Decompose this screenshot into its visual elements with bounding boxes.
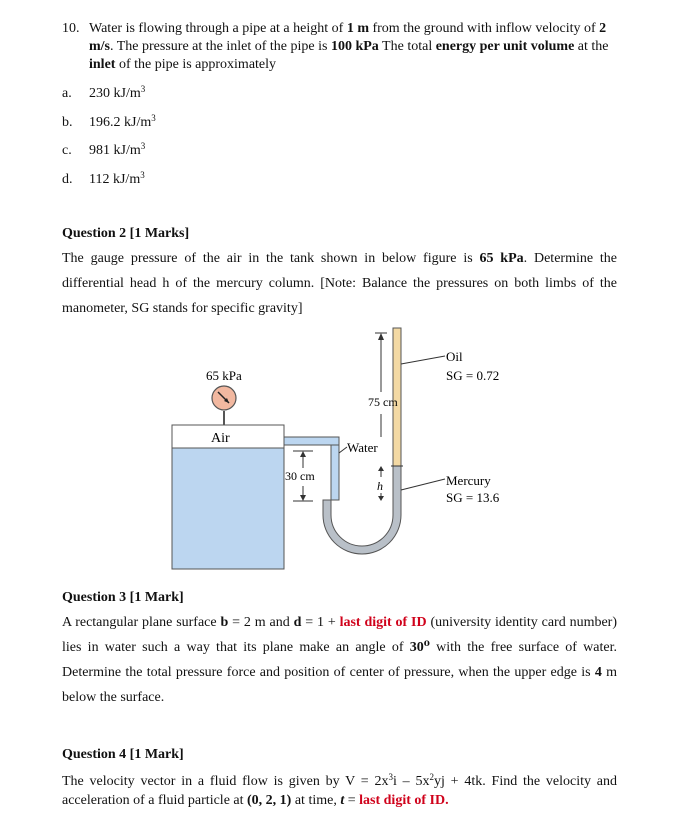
- question-number: 10.: [62, 21, 80, 36]
- dim-30-label: 30 cm: [285, 469, 315, 483]
- question-text: Water is flowing through a pipe at a height of 1 m from the ground with inflow velocity of 2 m/s. The pressure at the inlet of the pipe is 100 kPa The total energy per unit volume at the inlet of the pipe is approximately: [89, 21, 609, 72]
- h-label: h: [377, 479, 383, 493]
- air-label: Air: [211, 431, 230, 446]
- question-4-text: The velocity vector in a fluid flow is given by $V = 2x^3i - 5x^2yj + 4tk$. Find the velocity and acceleration of a fluid particle at (0, 2, 1) at time, t = last digit of ID.: [62, 772, 618, 808]
- option-c[interactable]: c. 981 $kJ/m^3$: [62, 141, 146, 158]
- mercury-sg-label: SG = 13.6: [446, 490, 500, 505]
- h-arrow-down: [378, 496, 384, 501]
- tank-water: [172, 448, 284, 569]
- option-a[interactable]: a. 230 $kJ/m^3$: [62, 84, 146, 101]
- question-3-text: A rectangular plane surface b = 2 m and d = 1 + last digit of ID (university identity card number) lies in water such a way that its plane make an angle of 30⁰ with the free surface of water. Determine the total pressure force and position of center of pressure, when the upper edge is 4 m below the surface.: [62, 615, 618, 705]
- question-3-heading: Question 3 [1 Mark]: [62, 590, 184, 605]
- water-leader: [339, 447, 347, 453]
- connecting-pipe: [284, 437, 339, 445]
- oil-label: Oil: [446, 349, 463, 364]
- dim-75-arrow-up: [378, 333, 384, 340]
- dim-30-arrow-up: [300, 451, 306, 457]
- pressure-label: 65 kPa: [206, 368, 242, 383]
- left-limb-water: [331, 445, 339, 500]
- question-4-heading: Question 4 [1 Mark]: [62, 747, 184, 762]
- oil-leader: [401, 356, 445, 364]
- dim-75-label: 75 cm: [368, 395, 398, 409]
- oil-sg-label: SG = 0.72: [446, 368, 500, 383]
- mercury-leader: [401, 479, 445, 490]
- dim-30-arrow-down: [300, 495, 306, 501]
- option-d[interactable]: d. 112 $kJ/m^3$: [62, 170, 145, 187]
- water-label: Water: [347, 440, 378, 455]
- mercury-label: Mercury: [446, 473, 491, 488]
- question-2-text: The gauge pressure of the air in the tank shown in below figure is 65 kPa. Determine the differential head h of the mercury column. [Note: Balance the pressures on both limbs of the manometer, SG stands for specific gravity]: [62, 251, 617, 316]
- h-arrow-up: [378, 466, 384, 471]
- option-b[interactable]: b. 196.2 $kJ/m^3$: [62, 113, 156, 130]
- question-2-heading: Question 2 [1 Marks]: [62, 226, 190, 241]
